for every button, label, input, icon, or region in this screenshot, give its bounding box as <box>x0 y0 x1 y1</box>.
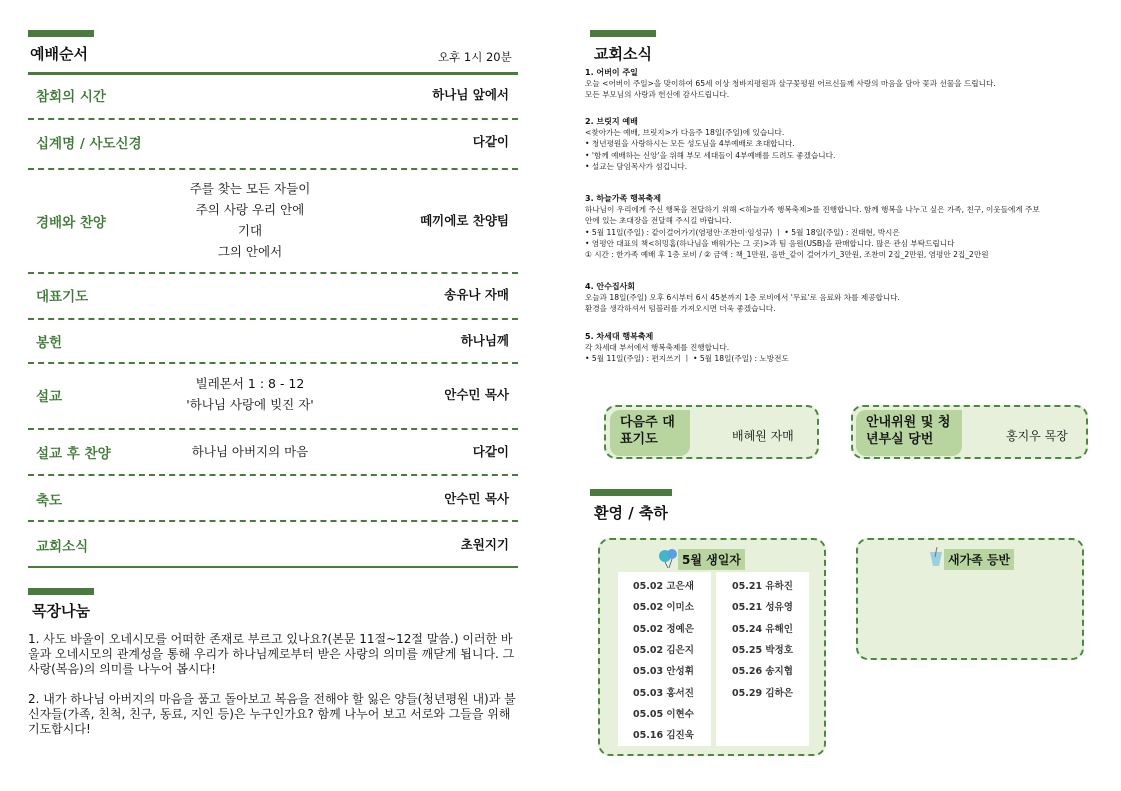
news-item-line: • 5월 11일(주일) : 편지쓰기 ㅣ • 5월 18일(주일) : 노방전도 <box>585 354 789 364</box>
prayer-duty-box <box>604 405 819 459</box>
birthday-entry: 05.02 이미소 <box>633 602 694 614</box>
order-row-label: 교회소식 <box>36 539 89 555</box>
news-item-line: 모든 부모님의 사랑과 헌신에 감사드립니다. <box>585 90 730 100</box>
order-row-label: 축도 <box>36 493 63 509</box>
row-divider <box>28 272 518 274</box>
newfamily-box <box>856 538 1084 660</box>
news-item-line: 안에 있는 초대장을 전달해 주시길 바랍니다. <box>585 216 732 226</box>
birthday-entry: 05.21 성유영 <box>732 602 793 614</box>
birthday-entry: 05.24 유해인 <box>732 623 793 635</box>
news-item <box>585 331 1105 365</box>
balloons-icon <box>658 548 680 572</box>
birthday-col-right <box>716 572 809 746</box>
usher-duty-box <box>851 405 1088 459</box>
row-divider <box>28 428 518 430</box>
birthday-entry: 05.03 홍서진 <box>633 687 694 699</box>
order-title: 예배순서 <box>30 45 88 63</box>
news-item-line: 오늘과 18일(주일) 오후 6시부터 6시 45분까지 1층 로비에서 '무료'로 음료와 차를 제공합니다. <box>585 293 900 303</box>
usher-duty-name: 홍지우 목장 <box>1006 429 1068 443</box>
birthday-entry: 05.16 김진욱 <box>633 730 694 742</box>
news-item-line: • '함께 예배하는 신앙'을 위해 부모 세대들이 4부예배를 드려도 좋겠습니다. <box>585 150 836 160</box>
order-row-label: 십계명 / 사도신경 <box>36 136 142 152</box>
news-item <box>585 193 1105 260</box>
order-row-label: 경배와 찬양 <box>36 215 106 231</box>
welcome-title: 환영 / 축하 <box>594 504 668 522</box>
order-row-detail: 그의 안에서 <box>217 244 283 259</box>
mokjang-title: 목장나눔 <box>32 602 90 620</box>
news-item-line: 오늘 <어버이 주일>을 맞이하여 65세 이상 청바지평원과 살구꽃평원 어르신들께 사랑의 마음을 담아 꽃과 선물을 드립니다. <box>585 79 996 89</box>
section-bar <box>590 30 656 37</box>
order-time: 오후 1시 20분 <box>438 50 512 64</box>
news-item-line: • 설교는 담임목사가 섬깁니다. <box>585 161 688 171</box>
order-row-detail: 주를 찾는 모든 자들이 <box>189 181 311 196</box>
order-row-detail: 주의 사랑 우리 안에 <box>195 202 305 217</box>
news-item <box>585 281 1105 315</box>
news-item-line: 환경을 생각하셔서 텀블러를 가져오시면 더욱 좋겠습니다. <box>585 304 776 314</box>
news-item-line: • 5월 11일(주일) : 같이걸어가기(염평안·조찬미·임성규) ㅣ • 5월 18일(주일) : 진태현, 박시은 <box>585 227 900 237</box>
birthday-entry: 05.03 안성휘 <box>633 666 694 678</box>
order-row-leader: 하나님께 <box>460 333 509 348</box>
news-item-line: • 청년평원을 사랑하시는 모든 성도님을 4부예배로 초대합니다. <box>585 139 795 149</box>
news-item-line: ① 시간 : 한가족 예배 후 1층 로비 / ② 금액 : 책_1만원, 음반_같이 걸어가기_3만원, 조찬미 2집_2만원, 염평안 2집_2만원 <box>585 250 989 260</box>
row-divider <box>28 520 518 522</box>
news-item-line: 하나님이 우리에게 주신 행복을 전달하기 위해 <하늘가족 행복축제>를 진행합니다. 함께 행복을 나누고 싶은 가족, 친구, 이웃들에게 주보 <box>585 205 1040 215</box>
order-top-rule <box>28 72 518 75</box>
section-bar <box>590 489 672 496</box>
news-item-title: 2. 브릿지 예배 <box>585 117 638 126</box>
birthday-entry: 05.26 송지협 <box>732 666 793 678</box>
news-item <box>585 67 1105 101</box>
mokjang-question-2: 2. 내가 하나님 아버지의 마음을 품고 돌아보고 복음을 전해야 할 잃은 양들(청년평원 내)과 불신자들(가족, 친척, 친구, 동료, 지인 등)은 누구인가요? 함께 나누어 보고 서로와 그들을 위해 기도합시다! <box>28 692 516 736</box>
news-item-line: • 염평안 대표의 책<허밍홈(하나님을 배워가는 그 곳)>과 팀 음원(USB)을 판매합니다. 많은 관심 부탁드립니다 <box>585 238 955 248</box>
birthday-entry: 05.02 김은지 <box>633 644 694 656</box>
row-divider <box>28 474 518 476</box>
prayer-duty-name: 배혜원 자매 <box>732 429 794 443</box>
news-item-title: 5. 차세대 행복축제 <box>585 332 654 341</box>
birthday-entry: 05.25 박정호 <box>732 644 793 656</box>
section-bar <box>28 588 94 595</box>
birthday-entry: 05.21 유하진 <box>732 581 793 592</box>
order-row-leader: 초원지기 <box>460 537 509 552</box>
order-row-label: 대표기도 <box>36 289 89 305</box>
news-item <box>585 116 1105 172</box>
birthday-entry: 05.02 정예은 <box>633 623 694 635</box>
order-row-leader: 하나님 앞에서 <box>432 87 509 102</box>
birthday-title: 5월 생일자 <box>678 549 745 570</box>
order-row-leader: 송유나 자매 <box>444 287 509 302</box>
mokjang-question-1: 1. 사도 바울이 오네시모를 어떠한 존재로 부르고 있나요?(본문 11절~12절 말씀.) 이러한 바울과 오네시모의 관계성을 통해 우리가 하나님께로부터 받은 사랑의 의미를 깨닫게 됩니다. 그 사랑(복음)의 의미를 나누어 봅시다! <box>28 632 515 676</box>
birthday-col-left <box>618 572 711 746</box>
order-row-detail: '하나님 사랑에 빚진 자' <box>186 397 314 412</box>
row-divider <box>28 168 518 170</box>
drink-icon <box>928 547 944 571</box>
row-divider <box>28 362 518 364</box>
order-row-leader: 떼끼에로 찬양팀 <box>420 213 509 228</box>
order-row-detail: 기대 <box>237 223 263 238</box>
birthday-entry: 05.29 김하은 <box>732 687 793 699</box>
order-row-label: 설교 <box>36 389 63 405</box>
news-item-title: 1. 어버이 주일 <box>585 68 638 77</box>
prayer-duty-label: 다음주 대표기도 <box>610 410 690 456</box>
newfamily-title: 새가족 등반 <box>944 549 1014 570</box>
news-item-line: 각 차세대 부서에서 행복축제를 진행합니다. <box>585 343 730 353</box>
birthday-entry: 05.05 이현수 <box>633 708 694 720</box>
row-divider <box>28 318 518 320</box>
news-item-title: 4. 안수집사회 <box>585 282 636 291</box>
order-bottom-rule <box>28 566 518 568</box>
news-title: 교회소식 <box>594 45 652 63</box>
order-row-leader: 안수민 목사 <box>444 491 509 506</box>
row-divider <box>28 118 518 120</box>
order-row-leader: 다같이 <box>472 134 509 149</box>
order-row-leader: 안수민 목사 <box>444 387 509 402</box>
birthday-entry: 05.02 고은새 <box>633 581 694 592</box>
order-row-label: 설교 후 찬양 <box>36 446 111 462</box>
order-row-detail: 하나님 아버지의 마음 <box>191 443 309 459</box>
order-row-label: 봉헌 <box>36 335 63 351</box>
section-bar <box>28 30 94 37</box>
news-item-title: 3. 하늘가족 행복축제 <box>585 194 661 203</box>
order-row-label: 참회의 시간 <box>36 89 106 105</box>
order-row-detail: 빌레몬서 1 : 8 - 12 <box>195 376 305 391</box>
birthday-box <box>598 538 826 756</box>
news-item-line: <찾아가는 예배, 브릿지>가 다음주 18일(주일)에 있습니다. <box>585 128 785 138</box>
order-row-leader: 다같이 <box>472 444 509 459</box>
usher-duty-label: 안내위원 및 청년부실 당번 <box>856 410 962 456</box>
